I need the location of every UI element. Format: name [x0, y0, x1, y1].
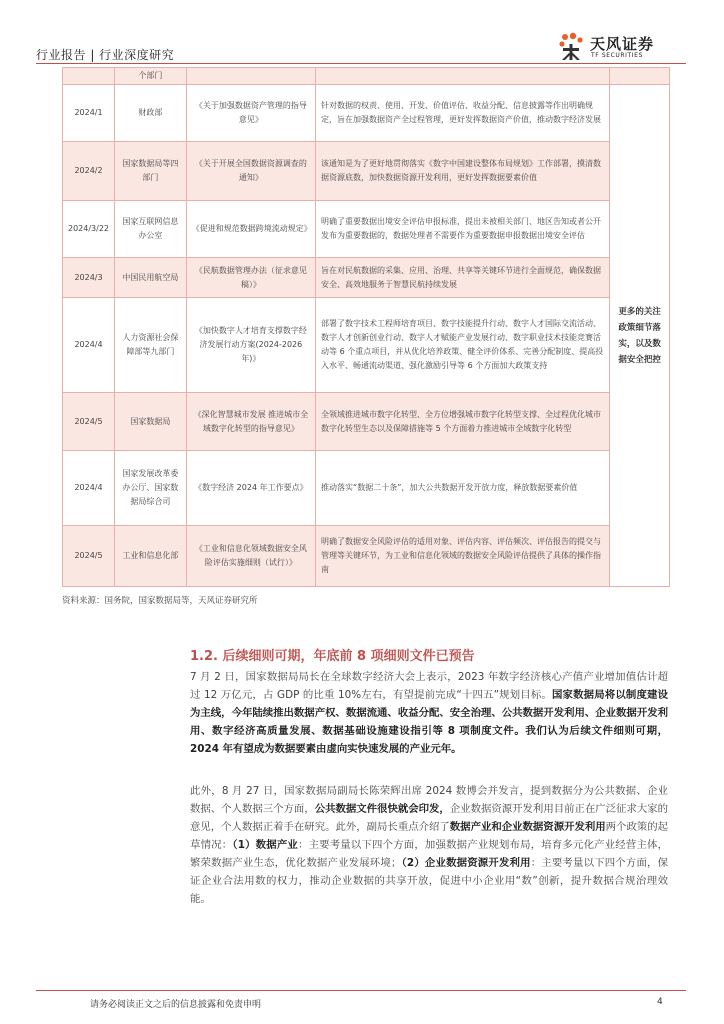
- section-number: 1.2.: [190, 649, 218, 664]
- page-number: 4: [657, 997, 663, 1007]
- footer-divider: [36, 990, 686, 991]
- table-cell-doc: 《民航数据管理办法（征求意见稿）》: [186, 258, 315, 298]
- table-cell-date: 2024/4: [63, 298, 115, 393]
- table-cell-content: 针对数据的权责、使用、开发、价值评估、收益分配、信息披露等作出明确规定，旨在加强数据资产全过程管理，更好发挥数据资产价值，推动数字经济发展: [316, 85, 610, 142]
- table-cell-content: 明确了重要数据出境安全评估申报标准，提出未被相关部门、地区告知或者公开发布为重要数据的，数据处理者不需要作为重要数据申报数据出境安全评估: [316, 201, 610, 258]
- paragraph-bold: （1）数据产业: [232, 839, 298, 851]
- table-row: [63, 85, 670, 142]
- section-heading: [190, 645, 475, 664]
- table-cell-content: 该通知是为了更好地贯彻落实《数字中国建设整体布局规划》工作部署，摸清数据资源底数，加快数据资源开发利用，更好发挥数据要素价值: [316, 142, 610, 201]
- table-row: [63, 526, 670, 587]
- page-header: [36, 36, 686, 64]
- paragraph-1: [190, 668, 668, 758]
- side-note: 更多的关注政策细节落实，以及数据安全把控: [610, 85, 670, 587]
- table-cell-doc: 《关于开展全国数据资源调查的通知》: [186, 142, 315, 201]
- table-cell-dept: 国家数据局: [115, 393, 187, 451]
- paragraph-text: ：主要考量以下四个方面，加强数据产业规划布局，培育多元化产业经营主体，繁荣数据产业生态，优化数据产业发展环境；: [190, 839, 669, 869]
- header-divider: [36, 63, 686, 64]
- footer-disclaimer: 请务必阅读正文之后的信息披露和免责申明: [90, 1000, 262, 1010]
- table-cell-date: 2024/4: [63, 451, 115, 526]
- table-cell-dept: 财政部: [115, 85, 187, 142]
- table-row: [63, 298, 670, 393]
- paragraph-bold: 公共数据文件很快就会印发，: [314, 803, 450, 815]
- logo-name-en: TF SECURITIES: [591, 52, 643, 59]
- table-cell-doc: 《工业和信息化领域数据安全风险评估实施细则（试行）》: [186, 526, 315, 587]
- table-row: [63, 393, 670, 451]
- section-title-text: 后续细则可期，年底前 8 项细则文件已预告: [222, 649, 475, 664]
- table-row: [63, 142, 670, 201]
- table-row: [63, 258, 670, 298]
- table-source: 资料来源：国务院，国家数据局等，天风证券研究所: [62, 596, 258, 606]
- table-row: [63, 451, 670, 526]
- table-cell-doc: 《促进和规范数据跨境流动规定》: [186, 201, 315, 258]
- table-cell-dept: 国家互联网信息办公室: [115, 201, 187, 258]
- table-row: [63, 201, 670, 258]
- paragraph-text: 7 月 2 日，国家数据局局长在全球数字经济大会上表示，2023 年数字经济核心产值产业增加值估计超过 12 万亿元，占 GDP 的比重 10%左右，有望提前完成“十四五”规划目标。: [190, 671, 668, 701]
- paragraph-text: 两个政策的起草情况：: [190, 821, 669, 851]
- table-cell-dept: 国家数据局等四部门: [115, 142, 187, 201]
- table-cell-content: 旨在对民航数据的采集、应用、治理、共享等关键环节进行全面规范，确保数据安全、高效地服务于智慧民航持续发展: [316, 258, 610, 298]
- table-cell-dept: 工业和信息化部: [115, 526, 187, 587]
- paragraph-text: ：主要考量以下四个方面，保证企业合法用数的权力，推动企业数据的共享开放，促进中小企业用“数”创新，提升数据合规治理效能。: [190, 857, 669, 905]
- logo-name-cn: 天风证券: [590, 35, 655, 53]
- table-cell-content: 明确了数据安全风险评估的适用对象、评估内容、评估频次、评估报告的提交与管理等关键环节，为工业和信息化领域的数据安全风险评估提供了具体的操作指南: [316, 526, 610, 587]
- report-type: 行业报告 | 行业深度研究: [36, 48, 175, 62]
- tf-logo-icon: [556, 32, 586, 62]
- table-cell-dept: 中国民用航空局: [115, 258, 187, 298]
- table-cell-dept: 个部门: [115, 68, 187, 85]
- table-cell-dept: 国家发展改革委办公厅、国家数据局综合司: [115, 451, 187, 526]
- brand-logo: [556, 32, 686, 62]
- table-cell-date: 2024/3/22: [63, 201, 115, 258]
- policy-table: [62, 67, 670, 587]
- table-cell-dept: 人力资源社会保障部等九部门: [115, 298, 187, 393]
- paragraph-bold: 国家数据局将以制度建设为主线，今年陆续推出数据产权、数据流通、收益分配、安全治理、公共数据开发利用、企业数据开发利用、数字经济高质量发展、数据基础设施建设指引等 8 项制度文件。我们认为后续文件细则可期，2024 年有望成为数据要素由虚向实快速发展的产业元年。: [190, 689, 668, 755]
- table-cell-doc: 《关于加强数据资产管理的指导意见》: [186, 85, 315, 142]
- table-cell-content: 部署了数字技术工程师培育项目、数字技能提升行动、数字人才国际交流活动、数字人才创新创业行动、数字人才赋能产业发展行动、数字职业技术技能竞赛活动等 6 个重点项目，并从优化培养政策、健全评价体系、完善分配制度、提高投入水平、畅通流动渠道、强化激励引导等 6 个方面加大政策支持: [316, 298, 610, 393]
- table-cell-date: 2024/5: [63, 393, 115, 451]
- table-cell-doc: 《加快数字人才培育支撑数字经济发展行动方案(2024-2026 年)》: [186, 298, 315, 393]
- table-cell-content: 推动落实“数据二十条”，加大公共数据开发开放力度，释放数据要素价值: [316, 451, 610, 526]
- table-cell-date: 2024/2: [63, 142, 115, 201]
- paragraph-bold: （2）企业数据资源开发利用: [401, 857, 531, 869]
- paragraph-text: 此外，8 月 27 日，国家数据局副局长陈荣辉出席 2024 数博会并发言，提到数据分为公共数据、企业数据、个人数据三个方面，: [190, 785, 668, 815]
- table-cell-date: 2024/1: [63, 85, 115, 142]
- paragraph-2: [190, 782, 668, 908]
- table-cell-date: 2024/5: [63, 526, 115, 587]
- table-cell-content: 全领域推进城市数字化转型、全方位增强城市数字化转型支撑、全过程优化城市数字化转型生态以及保障措施等 5 个方面着力推进城市全域数字化转型: [316, 393, 610, 451]
- table-cell-date: 2024/3: [63, 258, 115, 298]
- paragraph-bold: 数据产业和企业数据资源开发利用: [449, 821, 606, 833]
- table-cell-doc: 《深化智慧城市发展 推进城市全域数字化转型的指导意见》: [186, 393, 315, 451]
- table-row: [63, 68, 670, 85]
- table-cell-doc: 《数字经济 2024 年工作要点》: [186, 451, 315, 526]
- paragraph-text: 企业数据资源开发利用目前正在广泛征求大家的意见，个人数据正着手在研究。此外，副局长重点介绍了: [190, 803, 669, 833]
